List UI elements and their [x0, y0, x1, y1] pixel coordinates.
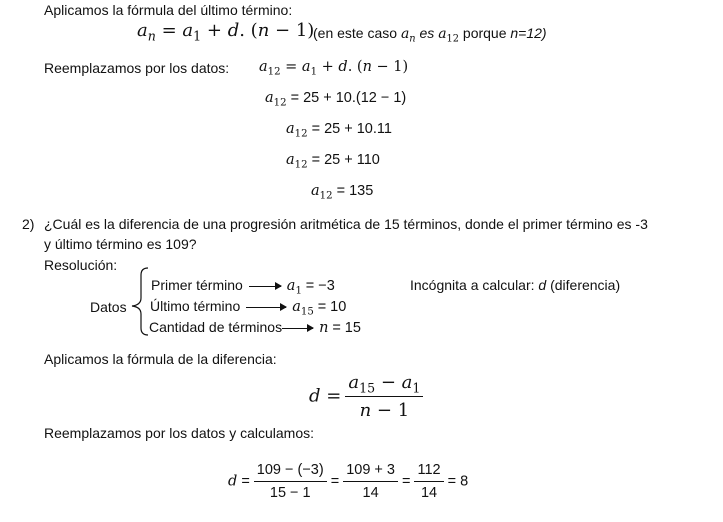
data-row-last-term [150, 298, 347, 318]
problem-question-line-1: ¿Cuál es la diferencia de una progresión aritmética de 15 términos, donde el primer término es -3 [44, 216, 648, 232]
substitution-line-3: $a_{12} = 25 + 10.11$ [286, 121, 392, 140]
data-row-first-term [151, 277, 335, 297]
term-count-value: = 15 [332, 320, 361, 336]
calculation-result: = 8 [447, 473, 469, 490]
datos-label: Datos [90, 299, 127, 315]
last-term-formula [137, 20, 315, 44]
line-2-rhs: = 25 + 10.(12 − 1) [290, 90, 407, 106]
unknown-var: d [538, 277, 547, 293]
substitution-line-2: $a_{12} = 25 + 10.(12 - 1)$ [265, 90, 407, 109]
note-suffix: porque [459, 25, 511, 41]
line-3-rhs: = 25 + 10.11 [311, 121, 392, 137]
fraction-3-numerator: 112 [414, 462, 443, 482]
fraction-3-denominator: 14 [420, 485, 438, 501]
problem-question-line-2: y último término es 109? [44, 236, 197, 252]
fraction-1-numerator: 109 − (−3) [254, 462, 327, 482]
unknown-prefix: Incógnita a calcular: [410, 277, 539, 293]
term-count-label: Cantidad de términos [149, 319, 283, 335]
first-term-symbol: $a_1$ [286, 278, 302, 297]
line-5-rhs: = 135 [336, 183, 374, 199]
arrow-icon [282, 328, 313, 329]
note-prefix: (en este caso [313, 25, 401, 41]
substitution-line-4: $a_{12} = 25 + 110$ [286, 152, 380, 171]
fraction-2-numerator: 109 + 3 [343, 462, 398, 482]
unknown-suffix: (diferencia) [546, 277, 621, 293]
last-term-label: Último término [150, 298, 241, 314]
formula-expression: $a_n = a_1 + d$. (n − 1) [137, 20, 315, 44]
note-an: $a_n$ [400, 26, 416, 45]
formula-intro-text: Aplicamos la fórmula del último término: [44, 2, 293, 18]
problem-number: 2) [22, 216, 35, 232]
substitution-label: Reemplazamos por los datos: [44, 60, 230, 76]
note-a12: $a_{12}$ [438, 26, 460, 45]
note-n: n=12) [510, 25, 547, 41]
data-row-term-count [149, 319, 361, 336]
last-term-symbol: $a_{15}$ [292, 299, 314, 318]
substitution-line-1: $a_{12} = a_1 + d$. (n − 1) [259, 59, 409, 78]
difference-formula-label: Aplicamos la fórmula de la diferencia: [44, 351, 277, 367]
first-term-value: = −3 [305, 278, 335, 294]
difference-calculation: d = $\frac{109 - (-3)}{15 - 1}$ = $\frac{109 + 3}{14}$ = $\frac{112}{14}$ = 8 [228, 462, 469, 501]
arrow-icon [249, 286, 281, 287]
term-count-symbol: n [319, 320, 329, 336]
substitution-line-5: $a_{12} = 135$ [311, 183, 374, 202]
resolution-label: Resolución: [44, 257, 118, 273]
difference-formula: d = $\frac{a_{15} - a_1}{n - 1}$ [309, 372, 427, 421]
fraction-2-denominator: 14 [362, 485, 379, 501]
last-term-value: = 10 [317, 299, 347, 315]
note-mid: es [415, 25, 439, 41]
fraction-1-denominator: 15 − 1 [269, 485, 311, 501]
calculation-label: Reemplazamos por los datos y calculamos: [44, 425, 315, 441]
unknown-label [410, 277, 620, 293]
arrow-icon [246, 307, 286, 308]
line-4-rhs: = 25 + 110 [311, 152, 380, 168]
first-term-label: Primer término [151, 277, 243, 293]
formula-note [313, 25, 547, 45]
